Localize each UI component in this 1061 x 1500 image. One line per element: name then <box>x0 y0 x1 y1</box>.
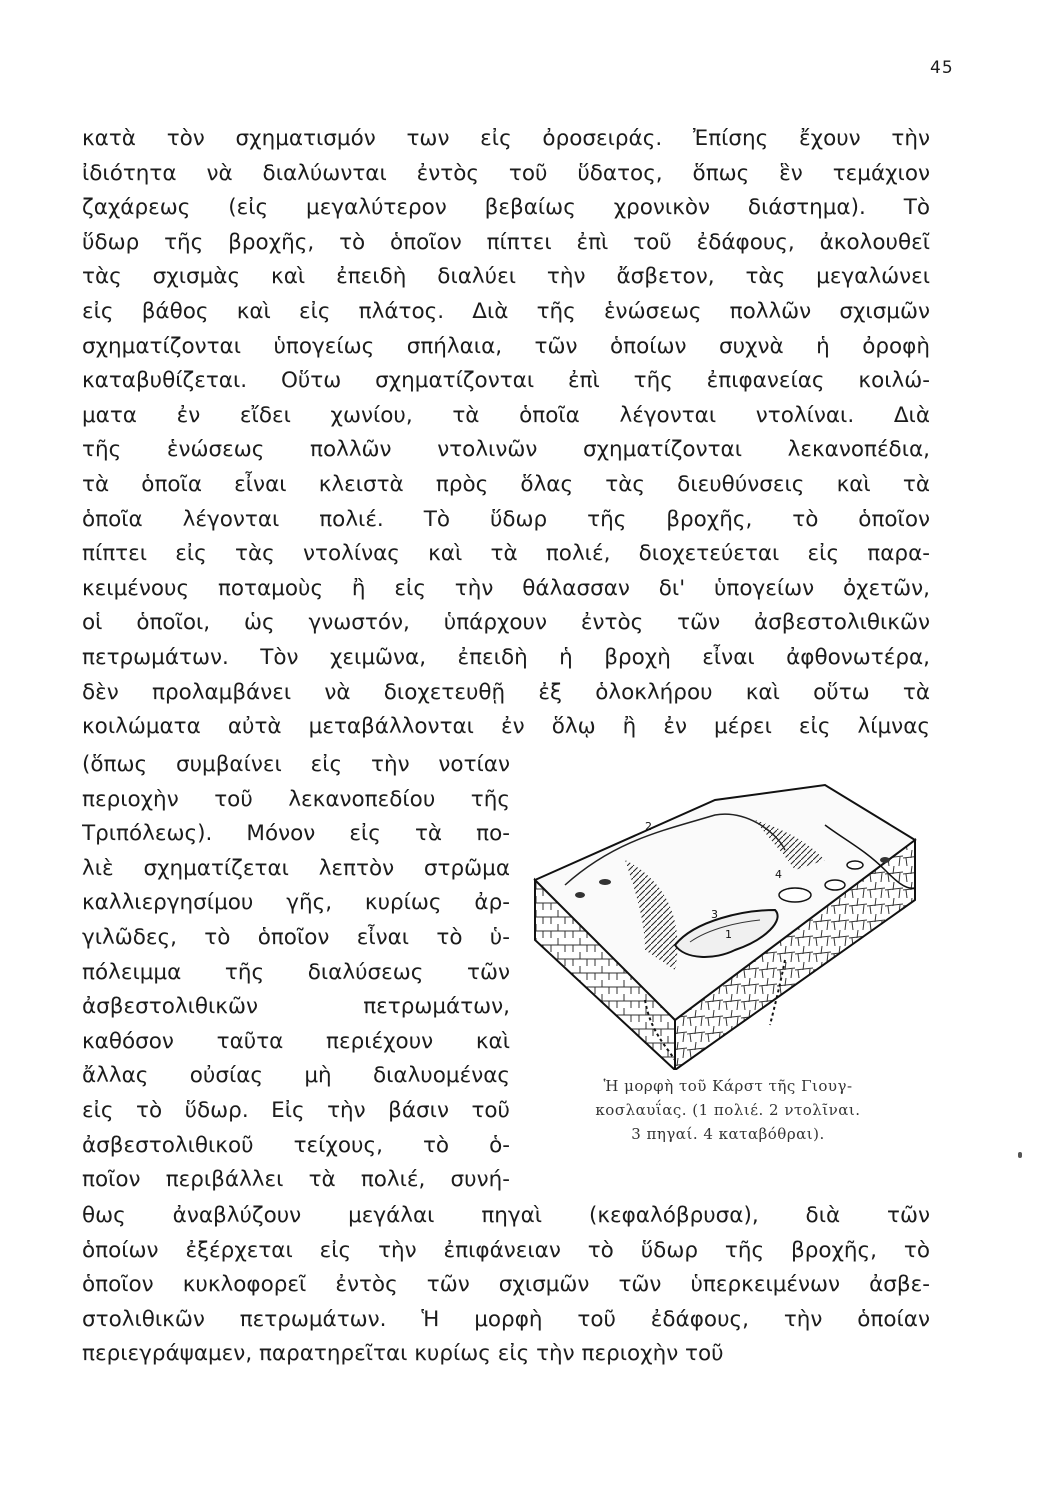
scan-speck <box>1018 1152 1022 1158</box>
text-line: καθόσον ταῦτα περιέχουν καὶ <box>82 1028 510 1054</box>
text-line: ὁποῖα λέγονται πολιέ. Τὸ ὕδωρ τῆς βροχῆς, τὸ ὁποῖον <box>82 506 930 532</box>
text-line: ὁποίων ἐξέρχεται εἰς τὴν ἐπιφάνειαν τὸ ὕδωρ τῆς βροχῆς, τὸ <box>82 1237 930 1263</box>
figure-label: 3 <box>711 908 718 921</box>
text-line: οἱ ὁποῖοι, ὡς γνωστόν, ὑπάρχουν ἐντὸς τῶν ἀσβεστολιθικῶν <box>82 610 930 636</box>
caption-line: Ἡ μορφὴ τοῦ Κάρστ τῆς Γιουγ- <box>603 1077 853 1095</box>
doline <box>847 861 863 869</box>
doline <box>599 879 611 885</box>
figure-label: 2 <box>645 820 652 833</box>
paragraph-left-column <box>82 748 510 1198</box>
text-line: θως ἀναβλύζουν μεγάλαι πηγαὶ (κεφαλόβρυσα), διὰ τῶν <box>82 1203 930 1228</box>
text-line: τὰς σχισμὰς καὶ ἐπειδὴ διαλύει τὴν ἄσβετον, τὰς μεγαλώνει <box>82 264 930 290</box>
text-line: δὲν προλαμβάνει νὰ διοχετευθῇ ἐξ ὁλοκλήρου καὶ οὕτω τὰ <box>82 679 930 705</box>
text-line: περιεγράψαμεν, παρατηρεῖται κυρίως εἰς τὴν περιοχὴν τοῦ <box>82 1341 724 1367</box>
text-line: πετρωμάτων. Τὸν χειμῶνα, ἐπειδὴ ἡ βροχὴ εἶναι ἀφθονωτέρα, <box>82 644 930 670</box>
text-line: στολιθικῶν πετρωμάτων. Ἡ μορφὴ τοῦ ἐδάφους, τὴν ὁποίαν <box>82 1306 930 1332</box>
text-line: ἄλλας οὐσίας μὴ διαλυομένας <box>82 1063 510 1089</box>
text-line: πόλειμμα τῆς διαλύσεως τῶν <box>82 959 510 985</box>
text-line: εἰς βάθος καὶ εἰς πλάτος. Διὰ τῆς ἑνώσεως πολλῶν σχισμῶν <box>82 298 930 324</box>
page-number: 45 <box>930 58 954 78</box>
text-line: πίπτει εἰς τὰς ντολίνας καὶ τὰ πολιέ, διοχετεύεται εἰς παρα- <box>82 541 930 567</box>
text-line: Τριπόλεως). Μόνον εἰς τὰ πο- <box>82 821 510 847</box>
figure-label: 4 <box>775 868 782 881</box>
text-line: κειμένους ποταμοὺς ἢ εἰς τὴν θάλασσαν δι' ὑπογείων ὀχετῶν, <box>82 575 930 601</box>
caption-line: κοσλαυΐας. (1 πολιέ. 2 ντολῖναι. <box>595 1101 861 1119</box>
text-line: ὁποῖον κυκλοφορεῖ ἐντὸς τῶν σχισμῶν τῶν ὑπερκειμένων ἀσβε- <box>82 1272 930 1298</box>
text-line: καλλιεργησίμου γῆς, κυρίως ἀρ- <box>82 890 510 916</box>
paragraph-top <box>82 122 930 745</box>
paragraph-bottom <box>82 1199 930 1372</box>
doline <box>825 880 845 890</box>
karst-illustration <box>525 770 925 1070</box>
figure-caption <box>528 1074 928 1146</box>
text-line: ἰδιότητα νὰ διαλύωνται ἐντὸς τοῦ ὕδατος, ὅπως ἓν τεμάχιον <box>82 160 930 186</box>
text-line: ἀσβεστολιθικοῦ τείχους, τὸ ὁ- <box>82 1132 510 1158</box>
doline <box>575 892 585 898</box>
text-line: ἀσβεστολιθικῶν πετρωμάτων, <box>82 994 510 1020</box>
doline <box>880 857 890 863</box>
text-line: τῆς ἑνώσεως πολλῶν ντολινῶν σχηματίζονται λεκανοπέδια, <box>82 437 930 463</box>
karst-block-diagram <box>525 770 925 1070</box>
text-line: (ὅπως συμβαίνει εἰς τὴν νοτίαν <box>82 752 510 777</box>
text-line: ματα ἐν εἴδει χωνίου, τὰ ὁποῖα λέγονται ντολίναι. Διὰ <box>82 402 930 428</box>
text-line: κοιλώματα αὐτὰ μεταβάλλονται ἐν ὅλῳ ἢ ἐν μέρει εἰς λίμνας <box>82 714 930 740</box>
caption-line: 3 πηγαί. 4 καταβόθραι). <box>631 1125 825 1143</box>
text-line: ὕδωρ τῆς βροχῆς, τὸ ὁποῖον πίπτει ἐπὶ τοῦ ἐδάφους, ἀκολουθεῖ <box>82 229 930 255</box>
text-line: καταβυθίζεται. Οὕτω σχηματίζονται ἐπὶ τῆς ἐπιφανείας κοιλώ- <box>82 368 930 394</box>
text-line: ποῖον περιβάλλει τὰ πολιέ, συνή- <box>82 1167 510 1193</box>
text-line: ζαχάρεως (εἰς μεγαλύτερον βεβαίως χρονικὸν διάστημα). Τὸ <box>82 195 930 221</box>
text-line: γιλῶδες, τὸ ὁποῖον εἶναι τὸ ὑ- <box>82 924 510 950</box>
figure-label: 1 <box>725 928 732 941</box>
text-line: σχηματίζονται ὑπογείως σπήλαια, τῶν ὁποίων συχνὰ ἡ ὀροφὴ <box>82 333 930 359</box>
text-line: περιοχὴν τοῦ λεκανοπεδίου τῆς <box>82 786 510 812</box>
text-line: κατὰ τὸν σχηματισμόν των εἰς ὀροσειράς. Ἐπίσης ἔχουν τὴν <box>82 126 930 151</box>
text-line: τὰ ὁποῖα εἶναι κλειστὰ πρὸς ὅλας τὰς διευθύνσεις καὶ τὰ <box>82 471 930 497</box>
text-line: λιὲ σχηματίζεται λεπτὸν στρῶμα <box>82 855 510 881</box>
doline <box>779 888 811 902</box>
text-line: εἰς τὸ ὕδωρ. Εἰς τὴν βάσιν τοῦ <box>82 1097 510 1123</box>
